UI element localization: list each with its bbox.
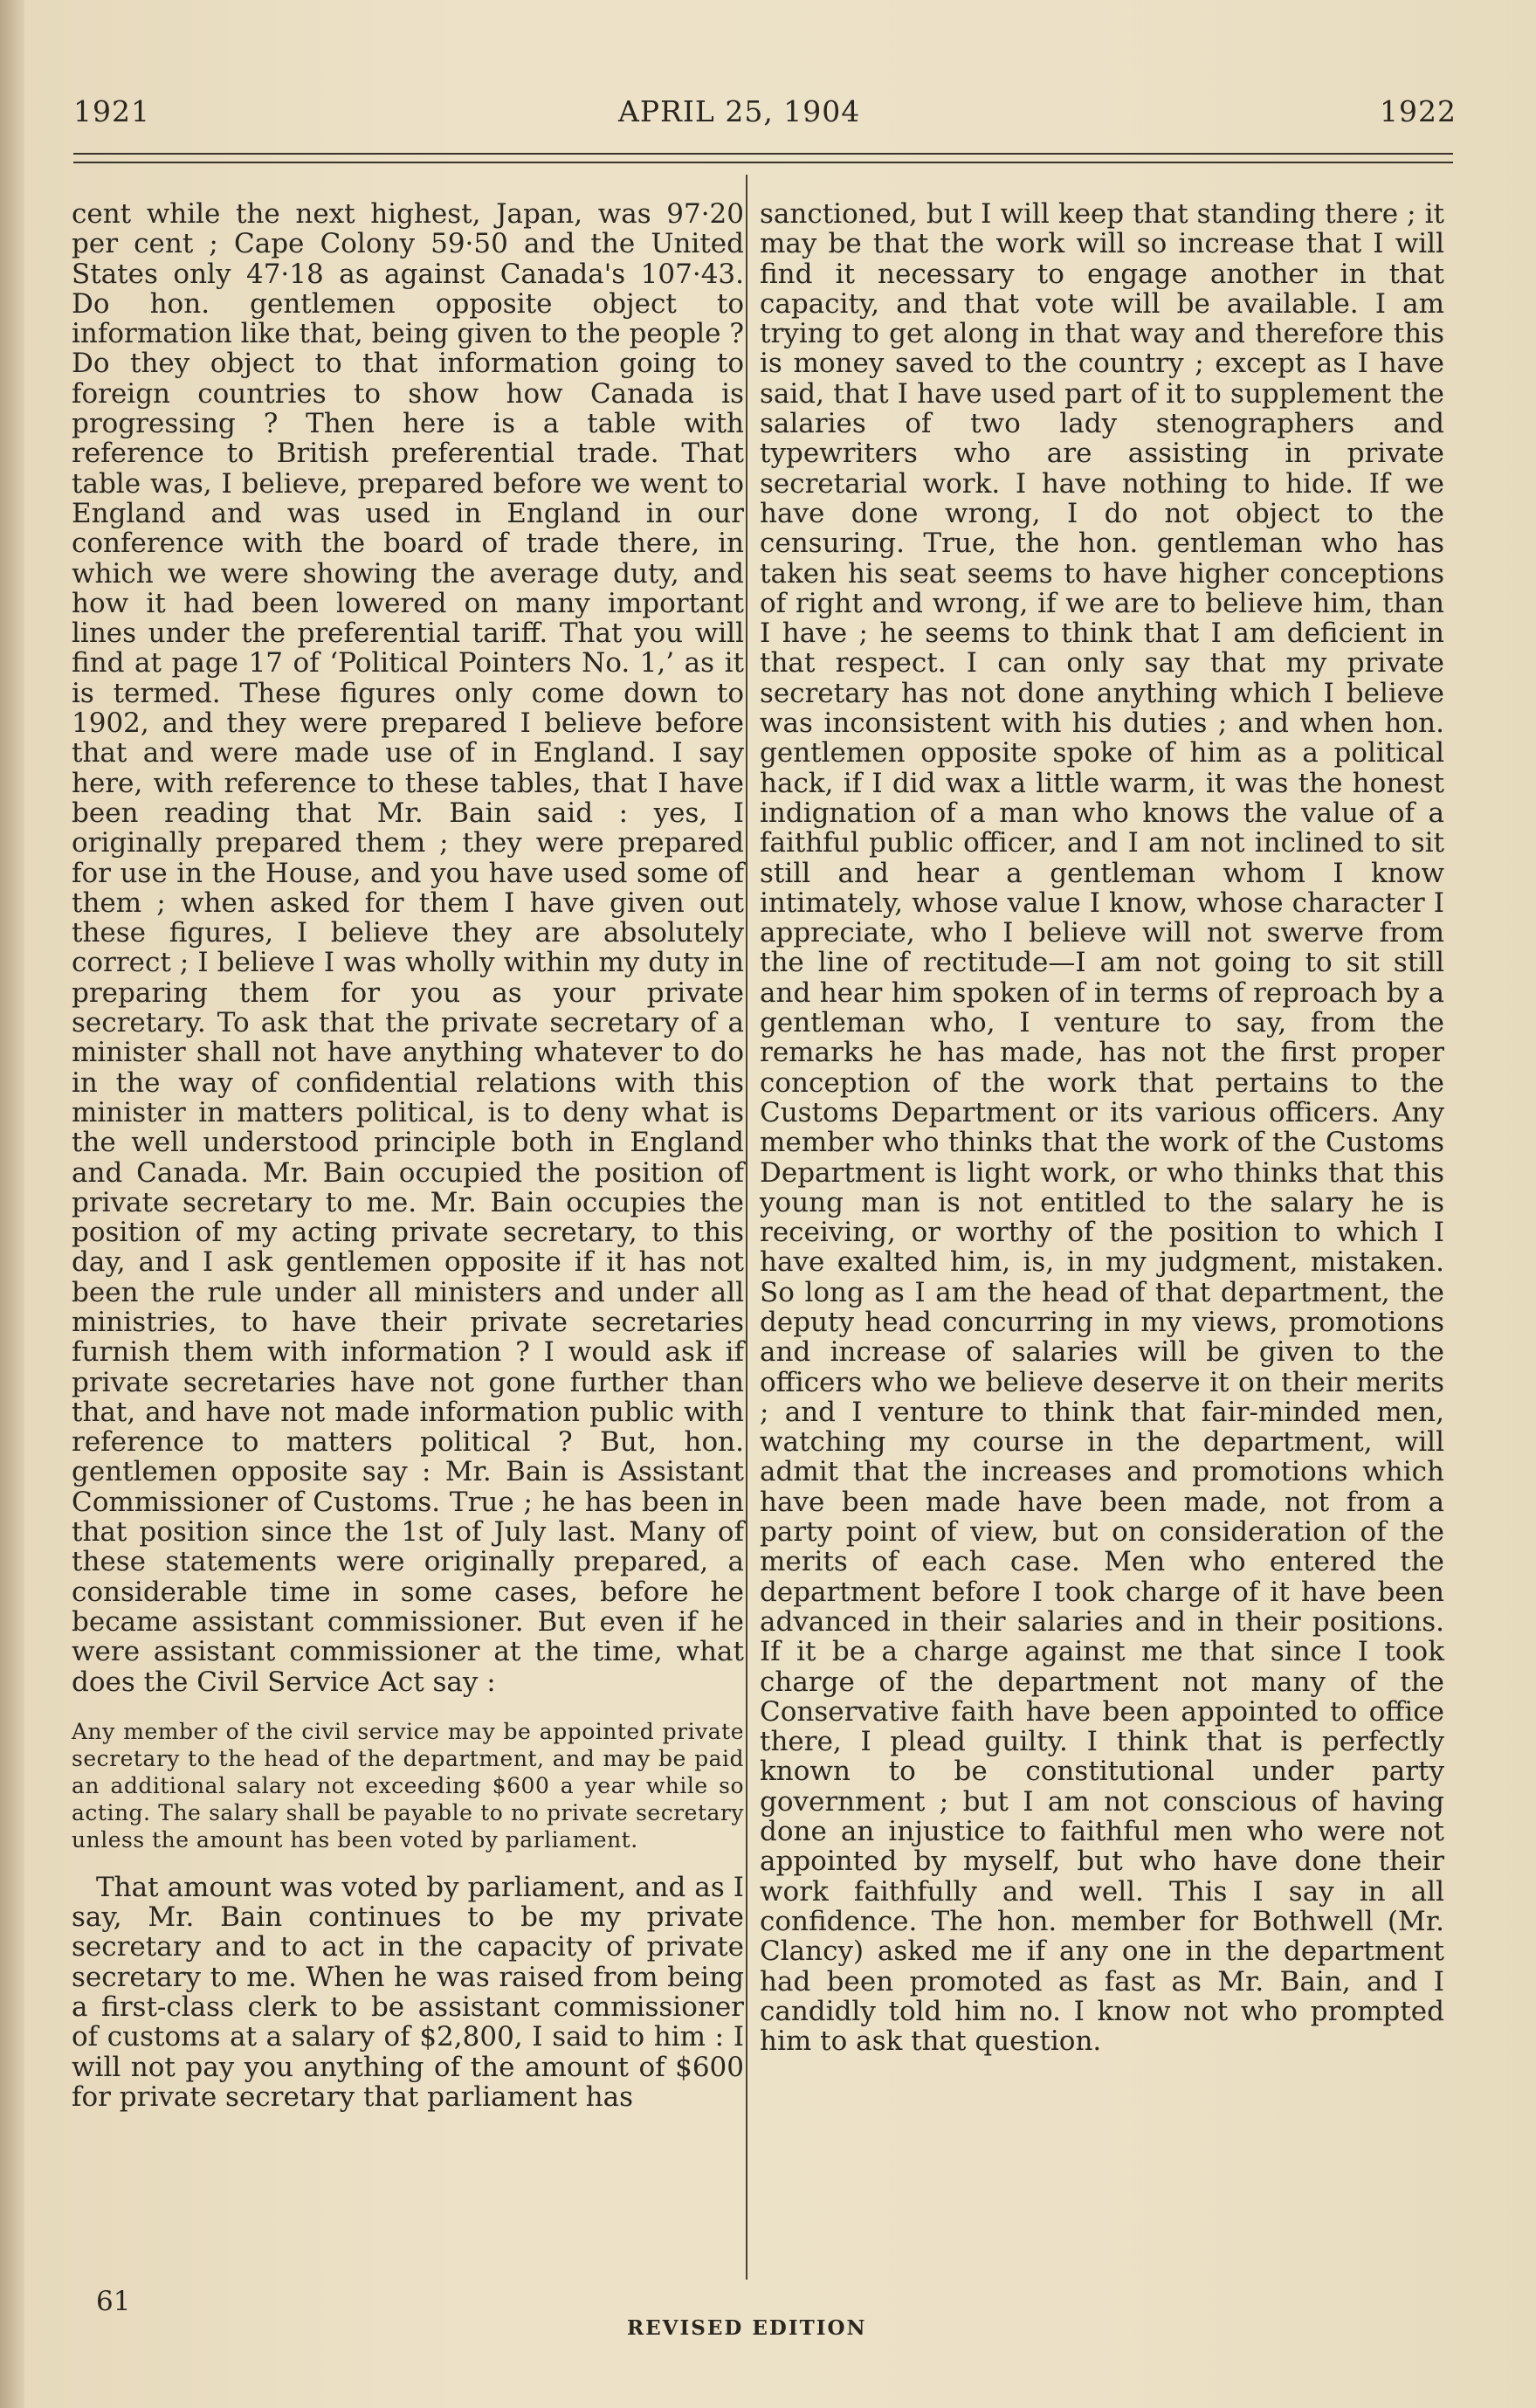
right-paragraph-1: sanctioned, but I will keep that standing there ; it may be that the work will so increase that I will find it necessary to engage another in that capacity, and that vote will be available. I am trying to get along in that way and therefore this is money saved to the country ; except as I have said, that I have used part of it to supplement the salaries of two lady stenographers and typewriters who are assisting in private secretarial work. I have nothing to hide. If we have done wrong, I do not object to the censuring. True, the hon. gentleman who has taken his seat seems to have higher conceptions of right and wrong, if we are to believe him, than I have ; he seems to think that I am deficient in that respect. I can only say that my private secretary has not done anything which I believe was inconsistent with his duties ; and when hon. gentlemen opposite spoke of him as a political hack, if I did wax a little warm, it was the honest indignation of a man who knows the value of a faithful public officer, and I am not inclined to sit still and hear a gentleman whom I know intimately, whose value I know, whose character I appreciate, who I believe will not swerve from the line of rectitude—I am not going to sit still and hear him spoken of in terms of reproach by a gentleman who, I venture to say, from the remarks he has made, has not the first proper conception of the work that pertains to the Customs Department or its various officers. Any member who thinks that the work of the Customs Department is light work, or who thinks that this young man is not entitled to the salary he is receiving, or worthy of the position to which I have exalted him, is, in my judgment, mistaken. So long as I am the head of that department, the deputy head concurring in my views, promotions and increase of salaries will be given to the officers who we believe deserve it on their merits ; and I venture to think that fair-minded men, watching my course in the department, will admit that the increases and promotions which have been made have been made, not from a party point of view, but on consideration of the merits of each case. Men who entered the department before I took charge of it have been advanced in their salaries and in their positions. If it be a charge against me that since I took charge of the department not many of the Conservative faith have been appointed to office there, I plead guilty. I think that is perfectly known to be constitutional under party government ; but I am not conscious of having done an injustice to faithful men who were not appointed by myself, but who have done their work faithfully and well. This I say in all confidence. The hon. member for Bothwell (Mr. Clancy) asked me if any one in the department had been promoted as fast as Mr. Bain, and I candidly told him no. I know not who prompted him to ask that question. (760, 198, 1444, 2058)
left-paragraph-2: That amount was voted by parliament, and as I say, Mr. Bain continues to be my private secretary and to act in the capacity of private secretary to me. When he was raised from being a first-class clerk to be assistant commissioner of customs at a salary of $2,800, I said to him : I will not pay you anything of the amount of $600 for private secretary that parliament has (72, 1871, 744, 2113)
folio-number: 61 (96, 2286, 131, 2317)
revised-edition-label: REVISED EDITION (627, 2316, 867, 2340)
book-spine-shadow (0, 0, 24, 2408)
civil-service-act-quote: Any member of the civil service may be appointed private secretary to the head of the department, and may be paid an additional salary not exceeding $600 a year while so acting. The salary shall be payable to no private secretary unless the amount has been voted by parliament. (72, 1718, 744, 1853)
header-rule (73, 153, 1453, 163)
left-page-number: 1921 (73, 94, 150, 128)
column-divider (746, 175, 747, 2280)
right-page-number: 1922 (1380, 94, 1457, 128)
page-date: APRIL 25, 1904 (618, 94, 861, 128)
left-column (72, 199, 744, 2112)
left-paragraph-1: cent while the next highest, Japan, was 97·20 per cent ; Cape Colony 59·50 and the United States only 47·18 as against Canada's 107·43. Do hon. gentlemen opposite object to information like that, being given to the people ? Do they object to that information going to foreign countries to show how Canada is progressing ? Then here is a table with reference to British preferential trade. That table was, I believe, prepared before we went to England and was used in England in our conference with the board of trade there, in which we were showing the average duty, and how it had been lowered on many important lines under the preferential tariff. That you will find at page 17 of ‘Political Pointers No. 1,’ as it is termed. These figures only come down to 1902, and they were prepared I believe before that and were made use of in England. I say here, with reference to these tables, that I have been reading that Mr. Bain said : yes, I originally prepared them ; they were prepared for use in the House, and you have used some of them ; when asked for them I have given out these figures, I believe they are absolutely correct ; I believe I was wholly within my duty in preparing them for you as your private secretary. To ask that the private secretary of a minister shall not have anything whatever to do in the way of confidential relations with this minister in matters political, is to deny what is the well understood principle both in England and Canada. Mr. Bain occupied the position of private secretary to me. Mr. Bain occupies the position of my acting private secretary, to this day, and I ask gentlemen opposite if it has not been the rule under all ministers and under all ministries, to have their private secretaries furnish them with information ? I would ask if private secretaries have not gone further than that, and have not made information public with reference to matters political ? But, hon. gentlemen opposite say : Mr. Bain is Assistant Commissioner of Customs. True ; he has been in that position since the 1st of July last. Many of these statements were originally prepared, a considerable time in some cases, before he became assistant commissioner. But even if he were assistant commissioner at the time, what does the Civil Service Act say : (72, 198, 744, 1698)
document-page (24, 0, 1536, 2408)
right-column (760, 199, 1444, 2056)
